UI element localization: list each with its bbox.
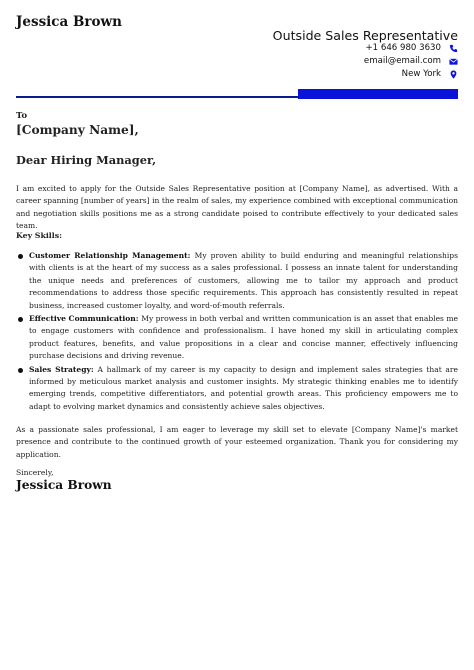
to-label: To xyxy=(16,111,28,121)
salutation: Dear Hiring Manager, xyxy=(16,153,157,167)
email-text: email@email.com xyxy=(363,56,441,66)
intro-paragraph: I am excited to apply for the Outside Sales Representative position at [Company Name], as advertised. With a career spanning [number of years] in the realm of sales, my experience combined with exceptional communication and negotiation skills positions me as a strong candidate poised to contribute effectively to your dedicated sales team. xyxy=(16,184,458,231)
signature-name: Jessica Brown xyxy=(16,478,112,492)
skill-text: My proven ability to build enduring and meaningful relationships with clients is at the heart of my success as a sales professional. I possess an innate talent for understanding the unique needs and preferences of customers, allowing me to tailor my approach and product recommendations to address those specific requirements. This approach has consistently resulted in repeat business, increased customer loyalty, and word-of-mouth referrals. xyxy=(29,251,458,310)
list-item xyxy=(16,313,458,363)
bullet-icon xyxy=(18,317,23,322)
skill-title: Customer Relationship Management: xyxy=(29,251,195,260)
contact-phone xyxy=(365,43,458,53)
location-text: New York xyxy=(401,69,441,79)
contact-email xyxy=(364,56,458,66)
list-item xyxy=(16,250,458,312)
recipient-company: [Company Name], xyxy=(16,123,139,137)
skills-heading: Key Skills: xyxy=(16,231,62,240)
skill-title: Effective Communication: xyxy=(29,314,142,324)
skills-list xyxy=(16,250,458,414)
skill-text: My prowess in both verbal and written communication is an asset that enables me to engage customers with confidence and professionalism. I have honed my skill in articulating complex product features, benefits, and value propositions in a clear and concise manner, effectively influencing purchase decisions and driving revenue. xyxy=(29,314,458,361)
closing-paragraph: As a passionate sales professional, I am eager to leverage my skill set to elevate [Company Name]'s market presence and contribute to the continued growth of your esteemed organization. Thank you for considering my application. xyxy=(16,425,458,459)
envelope-icon xyxy=(449,57,458,66)
divider-accent-block xyxy=(298,89,458,99)
skill-title: Sales Strategy: xyxy=(29,364,98,374)
phone-text: +1 646 980 3630 xyxy=(365,43,441,53)
signoff: Sincerely, xyxy=(16,468,54,477)
bullet-icon xyxy=(18,368,23,373)
divider-thin xyxy=(16,96,298,98)
job-title: Outside Sales Representative xyxy=(272,28,458,43)
skill-text: A hallmark of my career is my capacity to design and implement sales strategies that are informed by meticulous market analysis and customer insights. My strategic thinking enables me to identify emerging trends, competitive differentiators, and potential growth areas. This proficiency empowers me to adapt to evolving market dynamics and consistently achieve sales objectives. xyxy=(29,364,458,411)
name-heading: Jessica Brown xyxy=(16,14,122,30)
list-item xyxy=(16,364,458,414)
map-pin-icon xyxy=(449,70,458,79)
contact-location xyxy=(402,69,458,79)
phone-icon xyxy=(449,44,458,53)
bullet-icon xyxy=(18,254,23,259)
